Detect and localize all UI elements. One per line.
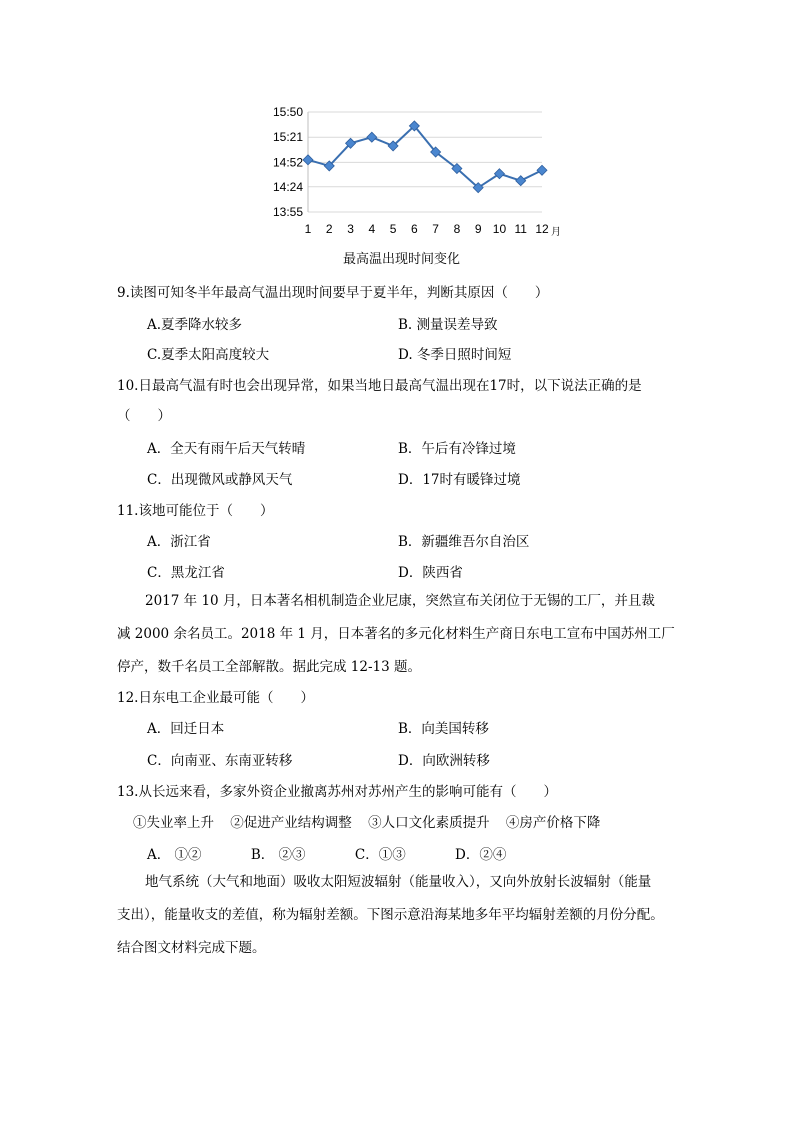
passage-line: 2017 年 10 月，日本著名相机制造企业尼康，突然宣布关闭位于无锡的工厂，并且裁 [145,593,655,609]
y-tick-label: 13:55 [272,205,303,219]
q12-option-a: A．回迁日本 [147,721,225,737]
passage-line: 结合图文材料完成下题。 [117,940,266,956]
question-9-stem: 9.读图可知冬半年最高气温出现时间要早于夏半年，判断其原因（ ） [117,285,549,301]
q13-statement: ②促进产业结构调整 [230,815,352,831]
x-tick-label: 9 [474,222,482,236]
q11-option-a: A．浙江省 [147,534,211,550]
x-tick-label: 12 [535,222,549,236]
q10-option-d: D．17时有暖锋过境 [398,472,521,488]
y-tick-label: 14:52 [272,155,303,170]
question-10-stem: 10.日最高气温有时也会出现异常，如果当地日最高气温出现在17时，以下说法正确的是 [117,378,642,394]
chart-container [255,100,575,270]
q13-statements [133,811,612,831]
data-point [303,155,313,165]
data-point [367,132,377,142]
q12-option-d: D．向欧洲转移 [398,753,490,769]
q12-option-c: C．向南亚、东南亚转移 [147,753,293,769]
q13-option-b: B． ②③ [250,847,306,863]
q12-option-b: B．向美国转移 [398,721,489,737]
x-tick-label: 8 [453,222,461,236]
passage-12-13 [117,585,677,684]
passage-line: 地气系统（大气和地面）吸收太阳短波辐射（能量收入），又向外放射长波辐射（能量 [145,874,652,890]
x-tick-label: 7 [432,222,439,236]
q9-option-b: B. 测量误差导致 [398,317,498,333]
x-tick-label: 3 [347,222,354,236]
x-tick-label: 1 [304,222,312,236]
q11-option-b: B．新疆维吾尔自治区 [398,534,530,550]
x-tick-label: 5 [389,222,397,236]
data-point [516,176,526,186]
passage-line: 支出），能量收支的差值，称为辐射差额。下图示意沿海某地多年平均辐射差额的月份分配。 [117,907,664,923]
chart-title: 最高温出现时间变化 [343,252,461,267]
question-10-stem-cont: （ ） [117,408,171,424]
q13-statement: ③人口文化素质提升 [368,815,490,831]
y-tick-label: 15:21 [272,130,303,145]
q13-statement: ④房产价格下降 [505,815,601,831]
data-point [537,165,547,175]
question-13-stem: 13.从长远来看，多家外资企业撤离苏州对苏州产生的影响可能有（ ） [117,784,557,800]
q11-option-c: C．黑龙江省 [147,565,225,581]
series-line [308,126,542,188]
passage-line: 减 2000 余名员工。2018 年 1 月，日本著名的多元化材料生产商日东电工宣布中国苏州工厂 [117,626,675,642]
q11-option-d: D．陕西省 [398,565,463,581]
q9-option-a: A.夏季降水较多 [147,317,243,333]
y-tick-label: 15:50 [272,105,303,119]
q13-statement: ①失业率上升 [133,815,214,831]
x-tick-label: 6 [411,222,418,236]
x-tick-label: 2 [325,222,333,236]
q13-options [147,843,518,863]
data-point [494,169,504,179]
q13-option-c: C．①③ [354,847,406,863]
question-11-stem: 11.该地可能位于（ ） [117,503,274,519]
y-tick-label: 14:24 [272,179,303,194]
q13-option-a: A． ①② [147,847,202,863]
passage-line: 停产，数千名员工全部解散。据此完成 12-13 题。 [117,659,421,675]
q10-option-b: B．午后有冷锋过境 [398,441,516,457]
x-tick-label: 11 [514,222,527,236]
q13-option-d: D．②④ [455,847,507,863]
question-12-stem: 12.日东电工企业最可能（ ） [117,690,314,706]
x-tick-label: 10 [492,222,507,236]
passage-radiation [117,866,677,965]
q10-option-a: A．全天有雨午后天气转晴 [147,441,306,457]
q9-option-d: D. 冬季日照时间短 [398,347,512,363]
x-tick-label: 4 [368,222,376,236]
q9-option-c: C.夏季太阳高度较大 [147,347,270,363]
q10-option-c: C．出现微风或静风天气 [147,472,293,488]
line-chart [255,100,575,250]
x-unit-label: 月 [551,227,561,238]
